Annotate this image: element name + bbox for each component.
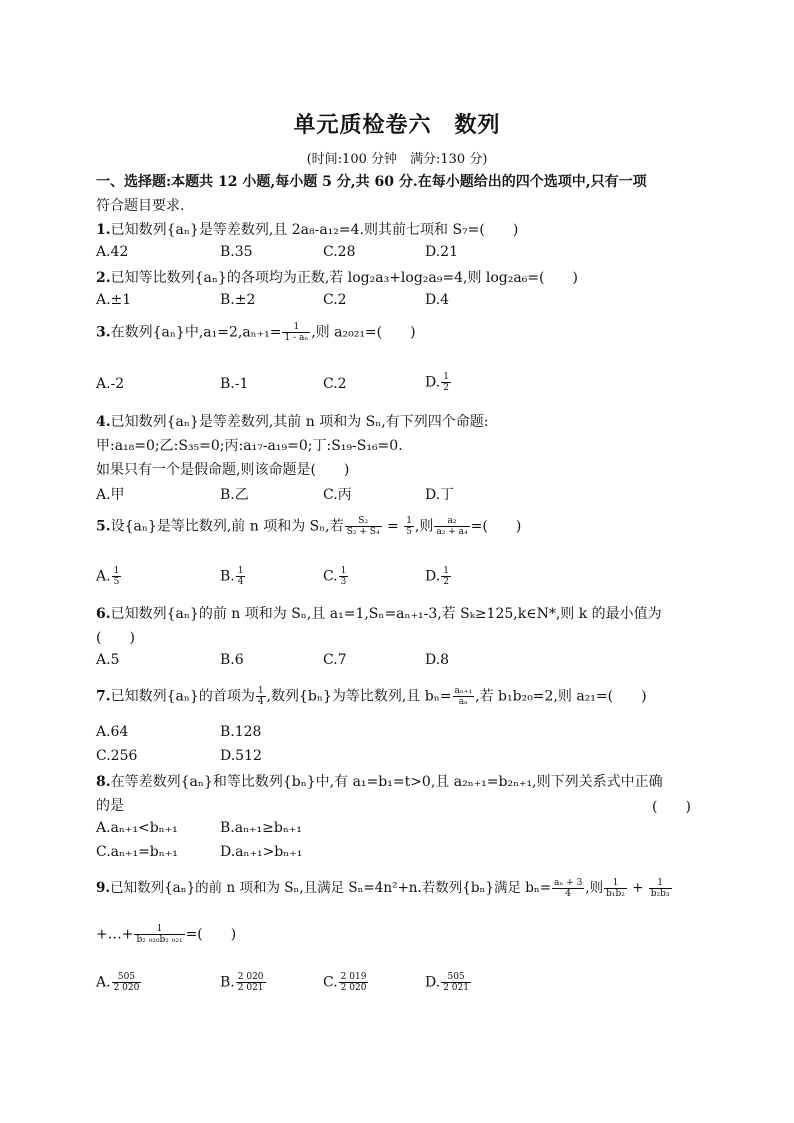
q4-option-a: A.甲 <box>96 487 125 503</box>
q7-option-a: A.64 <box>96 724 129 740</box>
section-heading: 一、选择题:本题共 12 小题,每小题 5 分,共 60 分.在每小题给出的四个选项中,只有一项 <box>96 174 647 190</box>
q2-option-c: C.2 <box>323 292 347 308</box>
fraction: $\frac{\text{a₂}}{\text{a₂ + a₄}}$ <box>436 516 468 537</box>
q9-option-d: D. $\frac{505}{2 021}$ <box>425 972 469 993</box>
q6-option-a: A.5 <box>96 652 120 668</box>
q3-option-c: C.2 <box>323 376 347 392</box>
fraction: $\frac{\text{S₂}}{\text{S₂ + S₄}}$ <box>346 516 380 537</box>
question-number: 9. <box>96 880 111 896</box>
q7-option-d: D.512 <box>220 748 262 764</box>
question-stem: 已知数列{aₙ}是等差数列,其前 n 项和为 Sₙ,有下列四个命题: <box>110 414 489 430</box>
q6-bracket: ( ) <box>96 630 135 646</box>
q5-option-d: D. $\frac{1}{2}$ <box>425 566 449 587</box>
q2-option-b: B.±2 <box>220 292 256 308</box>
q6-option-c: C.7 <box>323 652 347 668</box>
question-3 <box>96 322 416 343</box>
section-heading-cont: 符合题目要求. <box>96 198 185 214</box>
q2-option-d: D.4 <box>425 292 450 308</box>
q3-option-a: A.-2 <box>96 376 125 392</box>
q8-option-d: D.aₙ₊₁>bₙ₊₁ <box>220 844 303 860</box>
q8-option-c: C.aₙ₊₁=bₙ₊₁ <box>96 844 178 860</box>
q3-option-b: B.-1 <box>220 376 249 392</box>
q1-option-a: A.42 <box>96 244 129 260</box>
q4-propositions: 甲:a₁₈=0;乙:S₃₅=0;丙:a₁₇-a₁₉=0;丁:S₁₉-S₁₆=0. <box>96 438 403 454</box>
q5-option-a: A. $\frac{1}{5}$ <box>96 566 120 587</box>
q6-option-b: B.6 <box>220 652 244 668</box>
q9-option-a: A. $\frac{505}{2 020}$ <box>96 972 140 993</box>
question-6 <box>96 604 662 624</box>
question-2 <box>96 268 578 288</box>
question-number: 6. <box>96 606 111 622</box>
q4-option-d: D.丁 <box>425 487 455 503</box>
fraction: $\frac{1}{\text{b₁b₂}}$ <box>606 878 625 899</box>
question-number: 4. <box>96 414 111 430</box>
question-stem: 在等差数列{aₙ}和等比数列{bₙ}中,有 a₁=b₁=t>0,且 a₂ₙ₊₁=b₂ₙ₊₁,则下列关系式中正确 <box>110 774 663 790</box>
q5-option-b: B. $\frac{1}{4}$ <box>220 566 244 587</box>
fraction: $\frac{1}{4}$ <box>257 686 264 707</box>
q7-option-c: C.256 <box>96 748 138 764</box>
q8-stem-cont: 的是 <box>96 798 124 814</box>
fraction: $\frac{1}{\text{b₂ ₀₂₀b₂ ₀₂₁}}$ <box>136 924 183 945</box>
q9-option-b: B. $\frac{2 020}{2 021}$ <box>220 972 264 993</box>
q4-option-c: C.丙 <box>323 487 352 503</box>
question-stem: 已知数列{aₙ}是等差数列,且 2a₈-a₁₂=4.则其前七项和 S₇=( ) <box>110 222 519 238</box>
question-number: 3. <box>96 324 111 341</box>
question-number: 8. <box>96 774 111 790</box>
question-number: 7. <box>96 688 111 705</box>
question-number: 5. <box>96 518 111 535</box>
question-9: 9.已知数列{aₙ}的前 n 项和为 Sₙ,且满足 Sₙ=4n²+n.若数列{bₙ}满足 bₙ= $\frac{\text{aₙ + 3}}{4}$ ,则 $\frac{1}{\text{b₁b₂}}$ + $\frac{1}{\text{b₂b₃}}$ <box>96 878 670 899</box>
q7-option-b: B.128 <box>220 724 262 740</box>
question-4 <box>96 412 488 432</box>
question-stem: 已知等比数列{aₙ}的各项均为正数,若 log₂a₃+log₂a₉=4,则 log₂a₆=( ) <box>110 270 578 286</box>
question-stem-end: ,则 a₂₀₂₁=( ) <box>311 324 416 341</box>
fraction: $\frac{\text{aₙ₊₁}}{\text{aₙ}}$ <box>454 686 473 707</box>
q5-option-c: C. $\frac{1}{3}$ <box>323 566 347 587</box>
question-stem: 在数列{aₙ}中,a₁=2,aₙ₊₁= <box>110 324 282 341</box>
fraction: $\frac{\text{aₙ + 3}}{4}$ <box>554 878 583 899</box>
q3-option-d: D. $\frac{1}{2}$ <box>425 372 449 393</box>
q6-option-d: D.8 <box>425 652 450 668</box>
q4-option-b: B.乙 <box>220 487 249 503</box>
answer-bracket: ( ) <box>652 799 691 815</box>
q4-prompt: 如果只有一个是假命题,则该命题是( ) <box>96 462 350 478</box>
question-8 <box>96 772 663 792</box>
fraction: $\frac{1}{\text{b₂b₃}}$ <box>650 878 670 899</box>
question-7: 7.已知数列{aₙ}的首项为 $\frac{1}{4}$ ,数列{bₙ}为等比数列,且 bₙ= $\frac{\text{aₙ₊₁}}{\text{aₙ}}$ ,若 b₁b₂₀=2,则 a₂₁=( ) <box>96 686 647 707</box>
q1-option-c: C.28 <box>323 244 356 260</box>
q1-option-b: B.35 <box>220 244 253 260</box>
page-title: 单元质检卷六 数列 <box>293 112 501 138</box>
q2-option-a: A.±1 <box>96 292 132 308</box>
question-number: 1. <box>96 222 111 238</box>
q1-option-d: D.21 <box>425 244 458 260</box>
q9-option-c: C. $\frac{2 019}{2 020}$ <box>323 972 367 993</box>
question-5: 5.设{aₙ}是等比数列,前 n 项和为 Sₙ,若 $\frac{\text{S₂}}{\text{S₂ + S₄}}$ = $\frac{1}{5}$ ,则 $\frac{\text{a₂}}{\text{a₂ + a₄}}$ =( ) <box>96 516 522 537</box>
q8-option-b: B.aₙ₊₁≥bₙ₊₁ <box>220 820 302 836</box>
exam-info: (时间:100 分钟 满分:130 分) <box>306 152 488 167</box>
fraction: $\frac{1}{\text{1 - aₙ}}$ <box>284 322 309 343</box>
question-stem: 已知数列{aₙ}的前 n 项和为 Sₙ,且 a₁=1,Sₙ=aₙ₊₁-3,若 Sₖ≥125,k∈N*,则 k 的最小值为 <box>110 606 662 622</box>
question-number: 2. <box>96 270 111 286</box>
fraction: $\frac{1}{5}$ <box>406 516 412 537</box>
q8-option-a: A.aₙ₊₁<bₙ₊₁ <box>96 820 178 836</box>
question-1 <box>96 220 518 240</box>
q9-stem-cont: +…+ $\frac{1}{\text{b₂ ₀₂₀b₂ ₀₂₁}}$ =( ) <box>96 924 237 945</box>
